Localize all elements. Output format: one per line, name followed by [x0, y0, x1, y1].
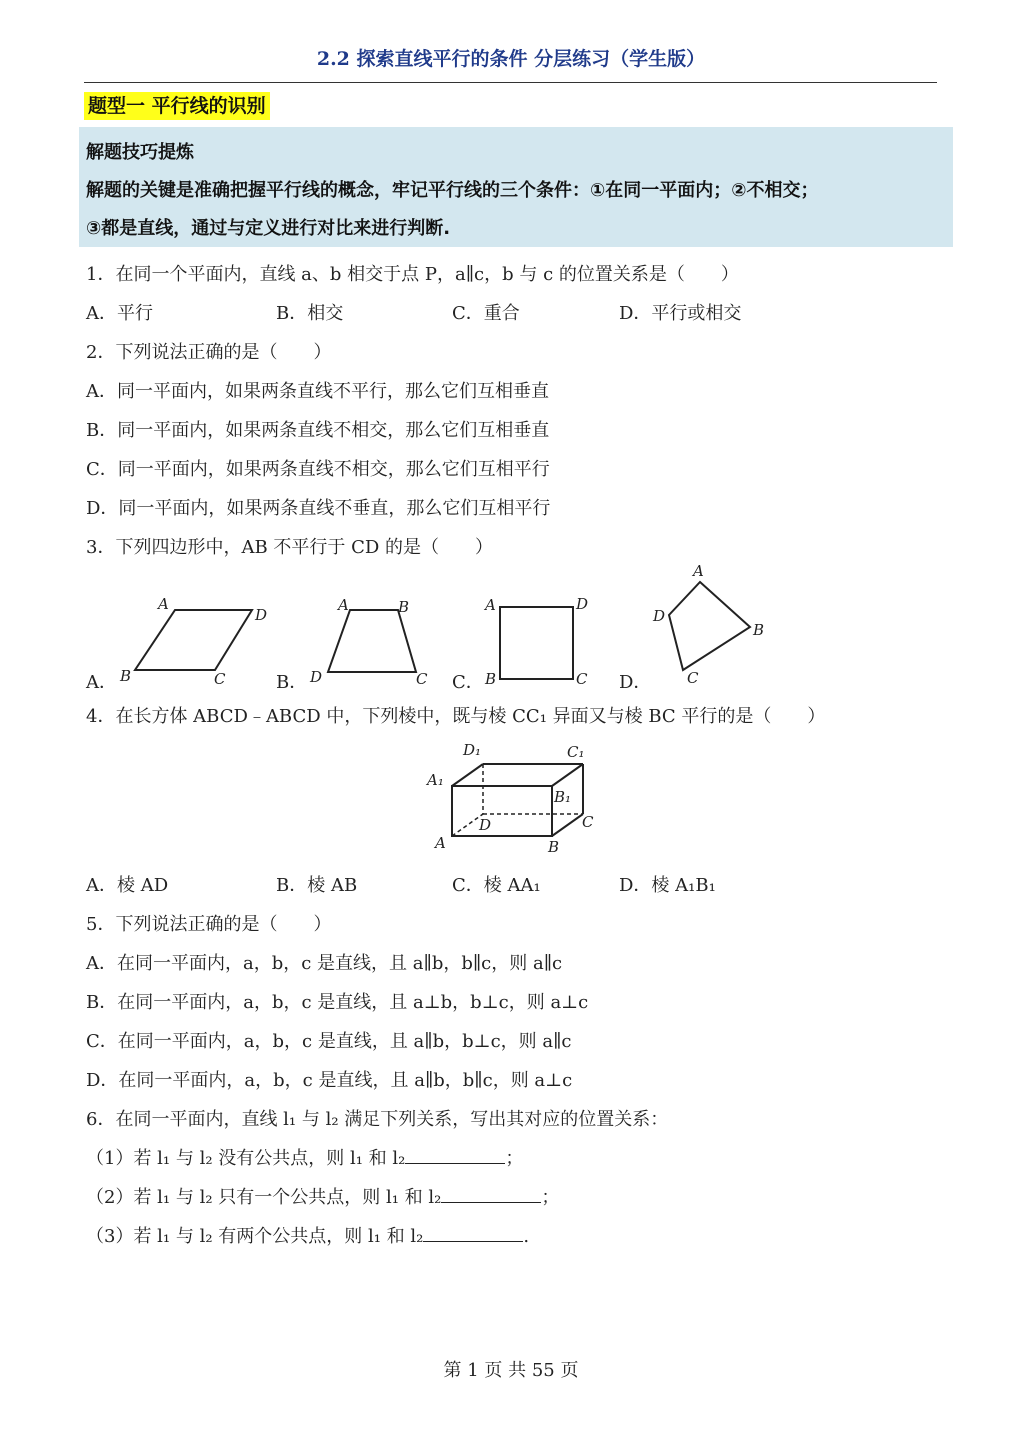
- q6-part-2-text: （2）若 l₁ 与 l₂ 只有一个公共点，则 l₁ 和 l₂: [86, 1187, 442, 1208]
- q6-part-3: [86, 1222, 529, 1248]
- cuboid-figure: [420, 735, 610, 860]
- q3-option-b: B．: [276, 672, 308, 693]
- label-D: D: [255, 606, 268, 624]
- question-6-stem: 6．在同一平面内，直线 l₁ 与 l₂ 满足下列关系，写出其对应的位置关系：: [86, 1109, 669, 1130]
- label-D1: D₁: [463, 741, 482, 759]
- page-number: 第 1 页 共 55 页: [443, 1360, 579, 1381]
- edge-BC: [552, 814, 583, 836]
- answer-blank-2[interactable]: [441, 1186, 541, 1203]
- label-A1: A₁: [427, 771, 444, 789]
- label-C: C: [416, 670, 428, 688]
- q6-part-1-end: ；: [505, 1148, 524, 1169]
- q6-part-2: [86, 1183, 559, 1209]
- label-B: B: [548, 838, 560, 856]
- page-title: 2.2 探索直线平行的条件 分层练习（学生版）: [316, 48, 706, 70]
- label-C: C: [687, 669, 699, 687]
- q4-option-b: B．棱 AB: [276, 875, 358, 896]
- question-5-stem: 5．下列说法正确的是（ ）: [86, 914, 332, 935]
- answer-blank-1[interactable]: [405, 1147, 505, 1164]
- label-B: B: [398, 598, 410, 616]
- q3-option-c: C．: [452, 672, 484, 693]
- label-C: C: [576, 670, 588, 688]
- q2-option-d: D．同一平面内，如果两条直线不垂直，那么它们互相平行: [86, 498, 551, 519]
- section-label: 题型一 平行线的识别: [84, 92, 270, 120]
- q1-option-b: B．相交: [276, 303, 344, 324]
- q5-option-a: A．在同一平面内，a，b，c 是直线，且 a∥b，b∥c，则 a∥c: [86, 953, 563, 974]
- cuboid-front-face: [452, 786, 552, 836]
- trapezoid-shape: [328, 610, 416, 672]
- answer-blank-3[interactable]: [423, 1225, 523, 1242]
- q5-option-b: B．在同一平面内，a，b，c 是直线，且 a⊥b，b⊥c，则 a⊥c: [86, 992, 589, 1013]
- edge-B1C1: [552, 764, 583, 786]
- label-B1: B₁: [554, 788, 572, 806]
- q4-option-a: A．棱 AD: [86, 875, 169, 896]
- q6-part-3-end: .: [523, 1226, 530, 1247]
- q6-part-3-text: （3）若 l₁ 与 l₂ 有两个公共点，则 l₁ 和 l₂: [86, 1226, 424, 1247]
- q3-figure-a: [119, 595, 267, 688]
- square-shape: [500, 607, 573, 679]
- label-A: A: [338, 596, 349, 614]
- label-C: C: [582, 813, 594, 831]
- label-A: A: [485, 596, 496, 614]
- label-B: B: [485, 670, 497, 688]
- question-2-stem: 2．下列说法正确的是（ ）: [86, 342, 332, 363]
- q3-figures: [80, 560, 800, 695]
- q2-option-c: C．同一平面内，如果两条直线不相交，那么它们互相平行: [86, 459, 550, 480]
- label-C1: C₁: [567, 743, 585, 761]
- q3-option-a: A．: [86, 672, 117, 693]
- label-D: D: [310, 668, 323, 686]
- label-B: B: [120, 667, 132, 685]
- label-D: D: [576, 595, 589, 613]
- q3-option-d: D．: [619, 672, 652, 693]
- tips-line-1: 解题的关键是准确把握平行线的概念，牢记平行线的三个条件：①在同一平面内；②不相交；: [86, 180, 819, 201]
- tips-title: 解题技巧提炼: [86, 142, 194, 163]
- question-1-stem: 1．在同一个平面内，直线 a、b 相交于点 P，a∥c，b 与 c 的位置关系是（ ）: [86, 264, 739, 285]
- question-4-stem: 4．在长方体 ABCD﹣ABCD 中，下列棱中，既与棱 CC₁ 异面又与棱 BC 平行的是（ ）: [86, 706, 826, 727]
- q6-part-1-text: （1）若 l₁ 与 l₂ 没有公共点，则 l₁ 和 l₂: [86, 1148, 406, 1169]
- label-B: B: [753, 621, 765, 639]
- q4-option-d: D．棱 A₁B₁: [619, 875, 716, 896]
- q2-option-b: B．同一平面内，如果两条直线不相交，那么它们互相垂直: [86, 420, 550, 441]
- label-D: D: [479, 816, 492, 834]
- quadrilateral-shape: [669, 582, 750, 670]
- q1-option-c: C．重合: [452, 303, 520, 324]
- label-C: C: [214, 670, 226, 688]
- label-D: D: [653, 607, 666, 625]
- tips-line-2: ③都是直线，通过与定义进行对比来进行判断.: [86, 218, 451, 239]
- q5-option-c: C．在同一平面内，a，b，c 是直线，且 a∥b，b⊥c，则 a∥c: [86, 1031, 572, 1052]
- question-3-stem: 3．下列四边形中，AB 不平行于 CD 的是（ ）: [86, 537, 494, 558]
- parallelogram-shape: [135, 610, 252, 670]
- label-A: A: [693, 562, 704, 580]
- edge-A1D1: [452, 764, 483, 786]
- q2-option-a: A．同一平面内，如果两条直线不平行，那么它们互相垂直: [86, 381, 549, 402]
- label-A: A: [435, 834, 446, 852]
- q5-option-d: D．在同一平面内，a，b，c 是直线，且 a∥b，b∥c，则 a⊥c: [86, 1070, 573, 1091]
- header-divider: [84, 82, 937, 83]
- q1-option-d: D．平行或相交: [619, 303, 742, 324]
- q3-figure-b: [309, 596, 428, 688]
- q1-option-a: A．平行: [86, 303, 153, 324]
- q4-option-c: C．棱 AA₁: [452, 875, 541, 896]
- q6-part-1: [86, 1144, 523, 1170]
- label-A: A: [158, 595, 169, 613]
- q3-figure-d: [652, 562, 764, 687]
- q3-figure-c: [483, 595, 588, 688]
- q6-part-2-end: ；: [541, 1187, 560, 1208]
